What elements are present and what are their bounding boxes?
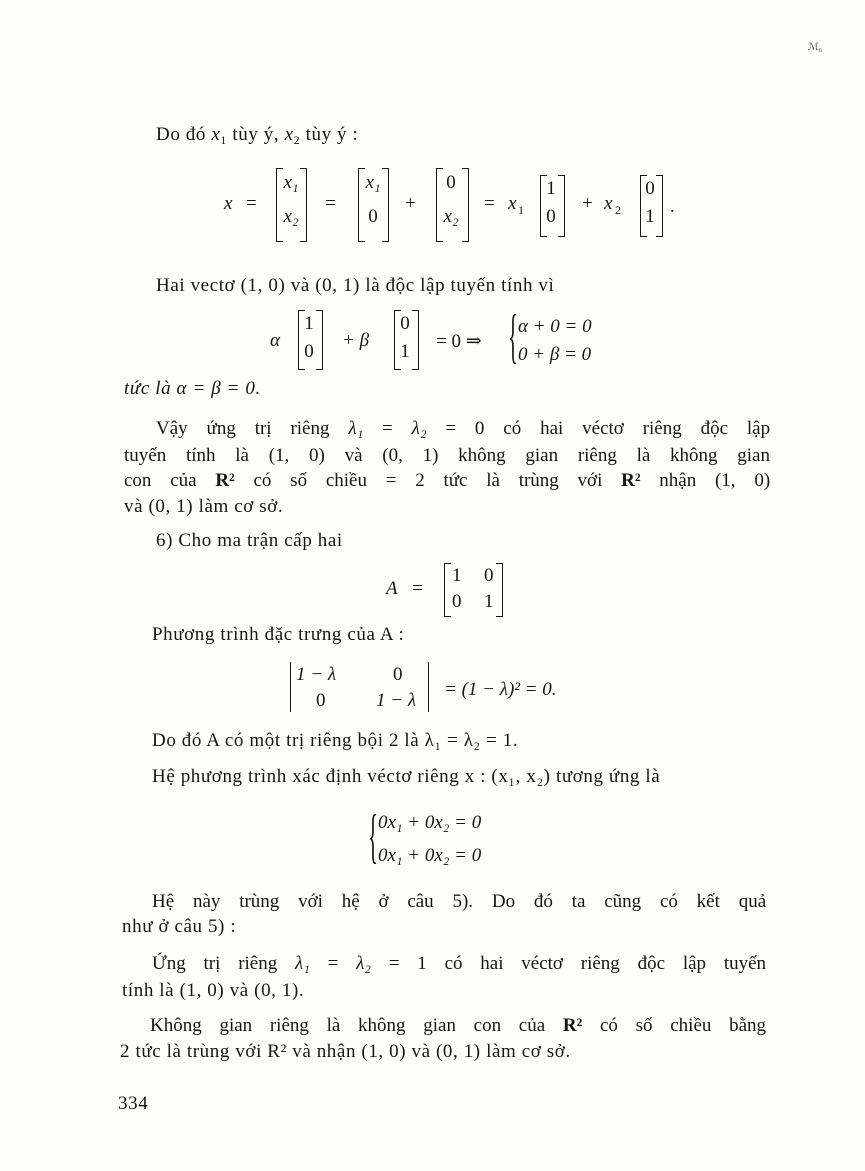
text-line-7: Phương trình đặc trưng của A : (152, 624, 405, 645)
text-line-6: 6) Cho ma trận cấp hai (156, 530, 343, 551)
text-line-9: Hệ phương trình xác định véctơ riêng x : (x₁, x₂) tương ứng là (152, 766, 661, 787)
page-number: 334 (118, 1093, 149, 1114)
text-line-3: tức là α = β = 0. (124, 378, 261, 399)
text-line-1: Do đó $x_1$ tùy ý, $x_2$ tùy ý : (156, 124, 359, 147)
corner-mark: ℳ₆ (808, 42, 823, 53)
text-line-2: Hai vectơ (1, 0) và (0, 1) là độc lập tuyến tính vì (156, 275, 555, 296)
text-line-8: Do đó A có một trị riêng bội 2 là λ₁ = λ₂ = 1. (152, 730, 519, 751)
